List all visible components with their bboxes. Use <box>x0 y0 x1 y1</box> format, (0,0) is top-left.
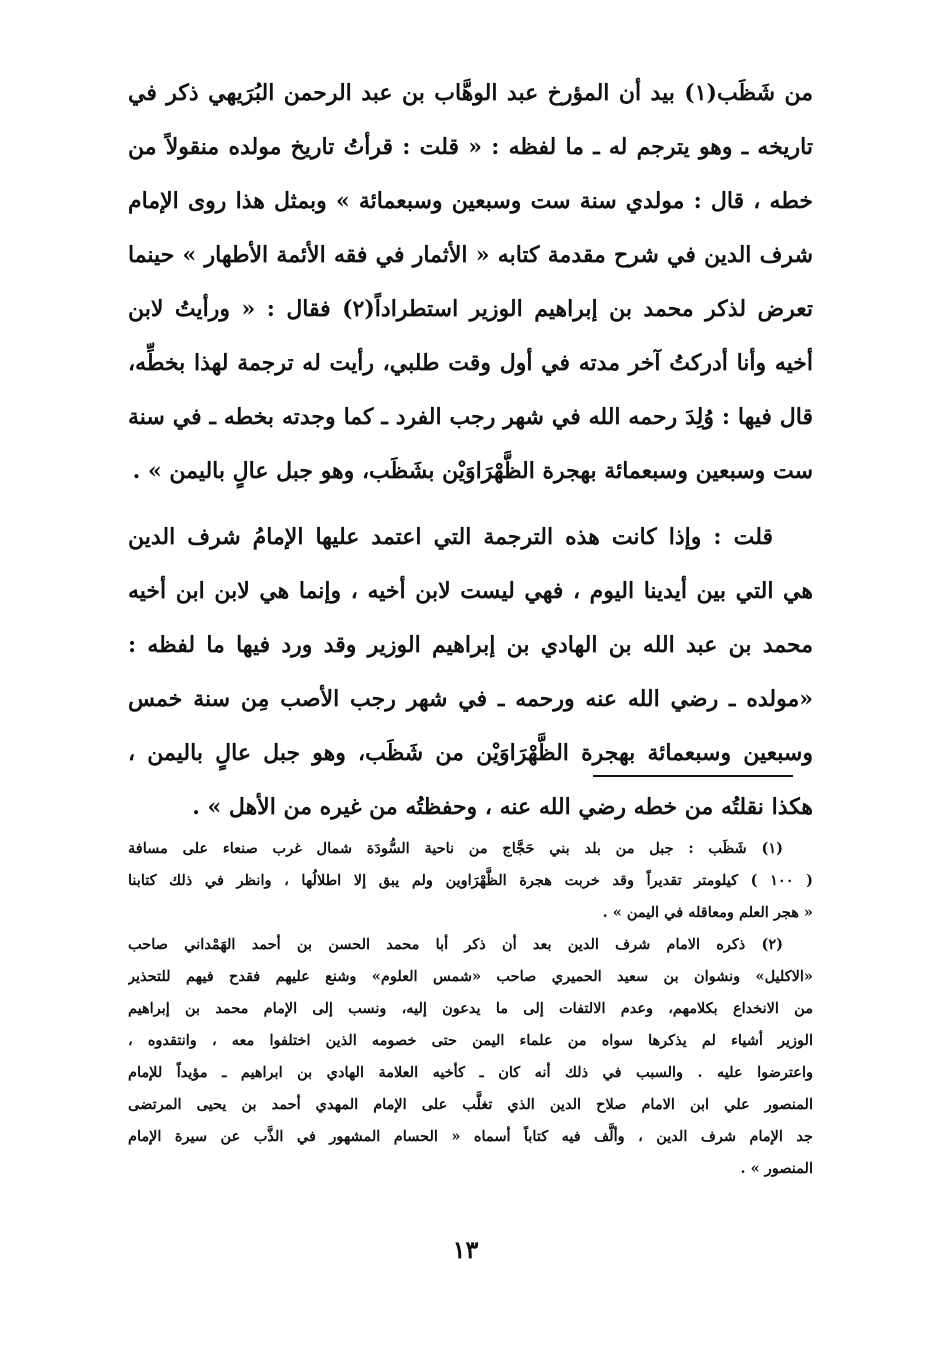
footnote-separator <box>593 775 793 777</box>
text-line: هكذا نقلتُه من خطه رضي الله عنه ، وحفظتُه من غيره من الأهل » . <box>192 794 813 820</box>
page-number: ١٣ <box>452 1235 479 1264</box>
footnote-line: واعترضوا عليه . والسبب في ذلك أنه كان ـ كأخيه العلامة الهادي بن ابراهيم ـ مؤيداً للإمام <box>128 1064 813 1081</box>
text-line: محمد بن عبد الله بن الهادي بن إبراهيم الوزير وقد ورد فيها ما لفظه : <box>128 632 813 658</box>
footnote-line: (١) شَظَب : جبل من بلد بني حَجَّاج من ناحية السُّودَة شمال غرب صنعاء على مسافة <box>128 840 783 857</box>
footnote-line: « هجر العلم ومعاقله في اليمن » . <box>602 904 813 921</box>
text-line: تاريخه ـ وهو يترجم له ـ ما لفظه : « قلت : قرأتُ تاريخ مولده منقولاً من <box>128 134 813 160</box>
footnote-line: جد الإمام شرف الدين ، وألَّف فيه كتاباً أسماه « الحسام المشهور في الذَّب عن سيرة الإمام <box>128 1128 813 1145</box>
footnote-line: «الاكليل» ونشوان بن سعيد الحميري صاحب «شمس العلوم» وشنع عليهم فقدح فيهم للتحذير <box>128 968 813 985</box>
paragraph-gap <box>128 498 813 510</box>
footnote-line: (٢) ذكره الامام شرف الدين بعد أن ذكر أبا محمد الحسن بن أحمد الهَمْداني صاحب <box>128 936 783 953</box>
footnote-line: الوزير أشياء لم يذكرها سواه من علماء اليمن حتى خصومه الذين اختلفوا معه ، وانتقدوه ، <box>128 1032 813 1049</box>
footnote-1 <box>128 833 813 929</box>
footnote-line: المنصور علي ابن الامام صلاح الدين الذي تغلَّب على الإمام المهدي أحمد بن يحيى المرتضى <box>128 1096 813 1113</box>
text-line: قلت : وإذا كانت هذه الترجمة التي اعتمد عليها الإمامُ شرف الدين <box>128 524 773 550</box>
text-line: تعرض لذكر محمد بن إبراهيم الوزير استطراداً(٢) فقال : « ورأيتُ لابن <box>128 296 813 322</box>
footnote-line: ( ١٠٠ ) كيلومتر تقديراً وقد خربت هجرة الظَّهْرَاوين ولم يبق إلا اطلالُها ، وانظر في ذلك كتابنا <box>128 872 813 889</box>
text-line: قال فيها : وُلِدَ رحمه الله في شهر رجب الفرد ـ كما وجدته بخطه ـ في سنة <box>128 404 813 430</box>
main-text <box>128 66 813 834</box>
text-line: من شَظَب(١) بيد أن المؤرخ عبد الوهَّاب بن عبد الرحمن البُرَيهي ذكر في <box>128 80 813 106</box>
text-line: شرف الدين في شرح مقدمة كتابه « الأثمار في فقه الأئمة الأطهار » حينما <box>128 242 813 268</box>
footnotes <box>128 833 813 1185</box>
footnote-2 <box>128 929 813 1185</box>
text-line: هي التي بين أيدينا اليوم ، فهي ليست لابن أخيه ، وإنما هي لابن ابن أخيه <box>128 578 813 604</box>
paragraph-1 <box>128 66 813 498</box>
text-line: أخيه وأنا أدركتُ آخر مدته في أول وقت طلبي، رأيت له ترجمة لهذا بخطِّه، <box>128 350 813 376</box>
text-line: خطه ، قال : مولدي سنة ست وسبعين وسبعمائة » وبمثل هذا روى الإمام <box>128 188 813 214</box>
text-line: «مولده ـ رضي الله عنه ورحمه ـ في شهر رجب الأصب مِن سنة خمس <box>128 686 813 712</box>
text-line: ست وسبعين وسبعمائة بهجرة الظَّهْرَاوَيْن بشَظَب، وهو جبل عالٍ باليمن » . <box>132 458 813 484</box>
text-line: وسبعين وسبعمائة بهجرة الظَّهْرَاوَيْن من شَظَب، وهو جبل عالٍ باليمن ، <box>128 740 813 766</box>
footnote-line: المنصور » . <box>740 1160 813 1177</box>
footnote-line: من الانخداع بكلامهم، وعدم الالتفات إلى ما يدعون إليه، ونسب إلى الإمام محمد بن إبراهيم <box>128 1000 813 1017</box>
paragraph-2 <box>128 510 813 834</box>
